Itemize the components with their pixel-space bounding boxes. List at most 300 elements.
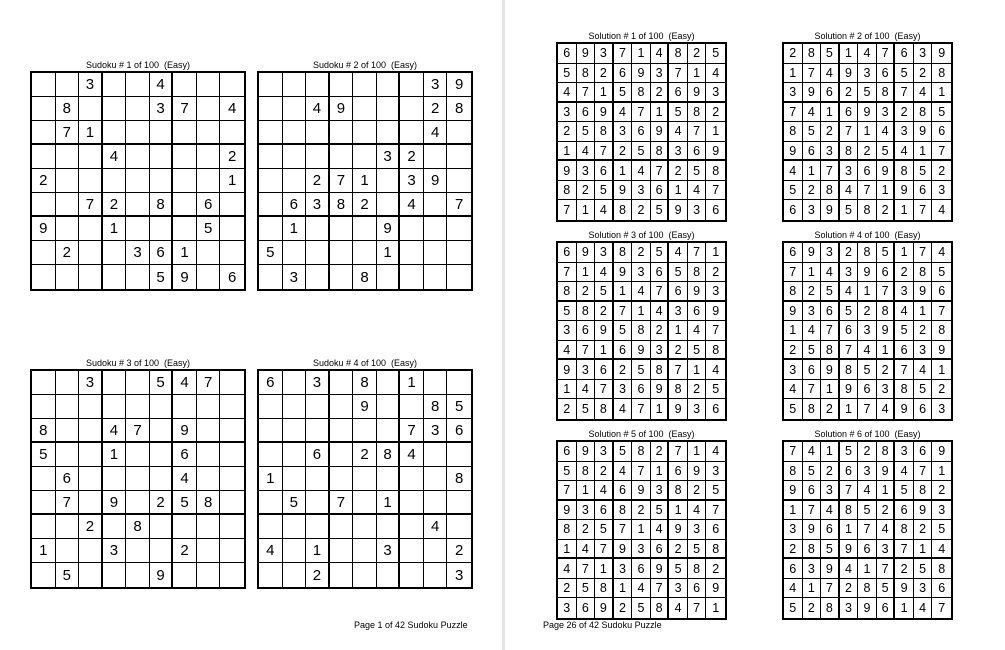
grid-cell: 4	[595, 200, 614, 220]
grid-cell: 9	[840, 380, 859, 400]
grid-cell: 8	[803, 540, 822, 560]
grid-cell: 8	[577, 462, 596, 482]
grid-cell: 2	[558, 122, 577, 142]
grid-cell: 7	[632, 462, 651, 482]
grid-cell: 3	[914, 44, 933, 64]
grid-cell: 1	[914, 540, 933, 560]
grid-cell	[79, 395, 103, 419]
grid-cell: 4	[632, 579, 651, 599]
grid-cell: 3	[632, 263, 651, 283]
grid-cell: 6	[669, 83, 688, 103]
grid-cell	[283, 169, 307, 193]
grid-cell: 7	[895, 360, 914, 380]
grid-cell: 8	[895, 161, 914, 181]
grid-cell: 1	[858, 282, 877, 302]
grid-cell: 4	[877, 520, 896, 540]
grid-cell: 1	[577, 481, 596, 501]
grid-cell: 9	[821, 559, 840, 579]
grid-cell	[32, 97, 56, 121]
grid-cell	[103, 265, 127, 289]
grid-cell: 3	[706, 83, 725, 103]
grid-cell: 9	[558, 161, 577, 181]
grid-cell: 7	[614, 302, 633, 322]
grid-cell: 9	[784, 142, 803, 162]
grid-cell: 2	[632, 243, 651, 263]
grid-cell: 6	[840, 462, 859, 482]
grid-cell: 7	[688, 122, 707, 142]
grid-cell	[259, 491, 283, 515]
grid-cell: 2	[669, 540, 688, 560]
grid-cell: 9	[353, 395, 377, 419]
grid-cell: 9	[447, 73, 471, 97]
grid-cell: 1	[614, 161, 633, 181]
grid-cell: 5	[632, 142, 651, 162]
grid-cell	[173, 395, 197, 419]
grid-cell: 5	[595, 520, 614, 540]
grid-cell: 9	[858, 103, 877, 123]
grid-cell: 7	[914, 200, 933, 220]
grid-cell	[377, 563, 401, 587]
grid-cell: 2	[577, 282, 596, 302]
grid-cell	[32, 563, 56, 587]
grid-cell: 6	[712, 402, 720, 417]
grid-cell: 1	[840, 44, 859, 64]
grid-cell	[126, 73, 150, 97]
grid-cell	[424, 539, 448, 563]
grid-cell: 9	[803, 243, 822, 263]
grid-cell: 9	[595, 598, 614, 618]
grid-cell: 5	[577, 122, 596, 142]
solution-2	[782, 30, 953, 222]
grid-cell	[306, 145, 330, 169]
grid-cell	[259, 515, 283, 539]
grid-cell: 7	[840, 122, 859, 142]
puzzle-page	[0, 0, 502, 650]
grid-cell: 1	[353, 169, 377, 193]
grid-cell: 4	[821, 263, 840, 283]
grid-cell: 4	[632, 161, 651, 181]
grid-cell: 3	[840, 263, 859, 283]
grid-cell: 7	[803, 501, 822, 521]
grid-cell: 1	[803, 161, 822, 181]
grid-cell: 2	[706, 263, 725, 283]
grid-cell: 9	[895, 579, 914, 599]
grid-cell: 2	[558, 579, 577, 599]
grid-cell: 8	[595, 579, 614, 599]
grid-cell: 6	[651, 540, 670, 560]
grid-cell: 9	[651, 559, 670, 579]
grid-cell	[126, 145, 150, 169]
grid-cell: 2	[688, 44, 707, 64]
grid-cell: 6	[821, 302, 840, 322]
grid-cell	[197, 97, 221, 121]
grid-cell: 3	[784, 83, 803, 103]
grid-cell: 4	[877, 122, 896, 142]
grid-cell	[424, 145, 448, 169]
grid-cell: 8	[614, 200, 633, 220]
grid-cell	[220, 217, 244, 241]
grid-cell	[400, 241, 424, 265]
grid-cell: 8	[56, 97, 80, 121]
grid-cell: 8	[895, 520, 914, 540]
grid-cell: 4	[632, 282, 651, 302]
grid-cell: 8	[558, 520, 577, 540]
solution-grid	[782, 241, 953, 421]
grid-cell: 2	[353, 443, 377, 467]
grid-cell	[79, 563, 103, 587]
grid-cell	[259, 419, 283, 443]
grid-cell: 6	[669, 462, 688, 482]
grid-cell	[283, 241, 307, 265]
grid-cell: 4	[669, 243, 688, 263]
grid-cell: 6	[877, 263, 896, 283]
grid-cell: 5	[706, 481, 725, 501]
grid-cell	[259, 145, 283, 169]
solution-title: Solution # 1 of 100 (Easy)	[588, 31, 695, 41]
grid-cell	[150, 539, 174, 563]
grid-cell	[79, 241, 103, 265]
grid-cell: 7	[577, 341, 596, 361]
grid-cell: 2	[353, 193, 377, 217]
grid-cell	[126, 121, 150, 145]
grid-cell: 6	[895, 501, 914, 521]
grid-cell: 9	[669, 200, 688, 220]
grid-cell: 4	[424, 121, 448, 145]
grid-cell: 2	[932, 380, 951, 400]
grid-cell: 3	[632, 540, 651, 560]
grid-cell: 3	[400, 169, 424, 193]
grid-cell	[197, 443, 221, 467]
puzzle-2	[257, 59, 473, 291]
grid-cell: 8	[651, 360, 670, 380]
grid-cell: 1	[558, 540, 577, 560]
grid-cell: 6	[632, 380, 651, 400]
grid-cell: 5	[577, 579, 596, 599]
grid-cell: 4	[577, 380, 596, 400]
grid-cell: 4	[651, 520, 670, 540]
grid-cell	[330, 217, 354, 241]
grid-cell: 9	[840, 64, 859, 84]
grid-cell	[150, 443, 174, 467]
grid-cell: 2	[840, 243, 859, 263]
grid-cell: 3	[577, 161, 596, 181]
grid-cell: 1	[377, 491, 401, 515]
grid-cell	[173, 169, 197, 193]
grid-cell: 2	[306, 169, 330, 193]
grid-cell: 7	[651, 579, 670, 599]
grid-cell: 7	[784, 103, 803, 123]
grid-cell: 7	[914, 462, 933, 482]
grid-cell: 1	[32, 539, 56, 563]
grid-cell: 7	[706, 501, 725, 521]
grid-cell: 4	[840, 282, 859, 302]
grid-cell: 9	[895, 399, 914, 419]
grid-cell	[283, 73, 307, 97]
grid-cell: 6	[56, 467, 80, 491]
grid-cell: 1	[932, 360, 951, 380]
grid-cell	[259, 73, 283, 97]
grid-cell: 8	[614, 501, 633, 521]
grid-cell: 5	[858, 83, 877, 103]
grid-cell: 2	[784, 540, 803, 560]
grid-cell: 5	[632, 598, 651, 618]
grid-cell	[259, 97, 283, 121]
grid-cell: 2	[400, 145, 424, 169]
grid-cell: 4	[669, 122, 688, 142]
grid-cell: 7	[840, 341, 859, 361]
grid-cell: 4	[784, 579, 803, 599]
grid-cell	[306, 121, 330, 145]
grid-cell: 7	[56, 491, 80, 515]
grid-cell: 6	[558, 44, 577, 64]
solution-grid	[782, 42, 953, 222]
grid-cell: 3	[306, 371, 330, 395]
grid-cell: 5	[840, 302, 859, 322]
grid-cell: 9	[150, 563, 174, 587]
grid-cell: 2	[306, 563, 330, 587]
grid-cell: 6	[840, 321, 859, 341]
grid-cell: 9	[840, 540, 859, 560]
grid-cell: 1	[877, 341, 896, 361]
grid-cell	[197, 121, 221, 145]
grid-cell: 3	[877, 540, 896, 560]
grid-cell	[400, 515, 424, 539]
grid-cell: 3	[577, 501, 596, 521]
grid-cell	[283, 97, 307, 121]
grid-cell: 2	[651, 321, 670, 341]
grid-cell: 9	[577, 442, 596, 462]
grid-cell: 3	[614, 559, 633, 579]
grid-cell	[220, 467, 244, 491]
grid-cell: 1	[784, 64, 803, 84]
grid-cell	[283, 539, 307, 563]
grid-cell	[79, 467, 103, 491]
grid-cell	[447, 491, 471, 515]
grid-cell: 1	[803, 579, 822, 599]
grid-cell: 8	[688, 559, 707, 579]
grid-cell	[330, 371, 354, 395]
grid-cell	[56, 73, 80, 97]
grid-cell	[126, 169, 150, 193]
grid-cell: 4	[858, 44, 877, 64]
grid-cell: 1	[377, 241, 401, 265]
grid-cell	[400, 395, 424, 419]
grid-cell: 2	[914, 520, 933, 540]
grid-cell	[353, 467, 377, 491]
grid-cell: 2	[424, 97, 448, 121]
grid-cell: 6	[306, 443, 330, 467]
grid-cell: 4	[614, 399, 633, 419]
grid-cell: 7	[784, 442, 803, 462]
grid-cell: 2	[614, 142, 633, 162]
grid-cell: 4	[895, 142, 914, 162]
grid-cell: 5	[651, 501, 670, 521]
grid-cell	[32, 241, 56, 265]
grid-cell: 5	[914, 380, 933, 400]
grid-cell: 7	[821, 161, 840, 181]
grid-cell: 7	[614, 44, 633, 64]
grid-cell: 1	[821, 103, 840, 123]
grid-cell: 3	[614, 380, 633, 400]
grid-cell: 3	[651, 341, 670, 361]
grid-cell: 8	[706, 540, 725, 560]
grid-cell: 3	[424, 419, 448, 443]
grid-cell: 9	[914, 122, 933, 142]
grid-cell: 8	[669, 44, 688, 64]
grid-cell: 5	[669, 103, 688, 123]
grid-cell	[79, 443, 103, 467]
grid-cell: 3	[821, 481, 840, 501]
grid-cell: 5	[914, 559, 933, 579]
grid-cell: 9	[784, 481, 803, 501]
grid-cell: 9	[595, 103, 614, 123]
grid-cell: 9	[688, 83, 707, 103]
solution-title: Solution # 5 of 100 (Easy)	[588, 429, 695, 439]
puzzle-1	[30, 59, 246, 291]
grid-cell: 4	[173, 371, 197, 395]
grid-cell: 9	[914, 282, 933, 302]
grid-cell: 5	[651, 200, 670, 220]
grid-cell: 4	[577, 142, 596, 162]
grid-cell	[306, 515, 330, 539]
grid-cell: 7	[79, 193, 103, 217]
grid-cell	[220, 491, 244, 515]
grid-cell: 6	[803, 481, 822, 501]
grid-cell	[330, 121, 354, 145]
grid-cell: 3	[858, 462, 877, 482]
grid-cell: 7	[330, 169, 354, 193]
grid-cell: 3	[688, 399, 707, 419]
grid-cell: 8	[821, 341, 840, 361]
solution-title: Solution # 3 of 100 (Easy)	[588, 230, 695, 240]
grid-cell	[353, 97, 377, 121]
grid-cell	[79, 97, 103, 121]
grid-cell	[353, 121, 377, 145]
grid-cell: 3	[938, 402, 946, 417]
grid-cell: 4	[400, 443, 424, 467]
grid-cell: 9	[688, 282, 707, 302]
grid-cell: 6	[712, 203, 720, 218]
grid-cell: 1	[595, 341, 614, 361]
grid-cell: 1	[220, 169, 244, 193]
grid-cell: 4	[706, 64, 725, 84]
grid-cell: 4	[400, 193, 424, 217]
grid-cell: 5	[259, 241, 283, 265]
grid-cell: 7	[858, 520, 877, 540]
grid-cell: 3	[306, 193, 330, 217]
grid-cell: 5	[558, 462, 577, 482]
grid-cell: 8	[150, 193, 174, 217]
grid-cell	[150, 395, 174, 419]
puzzle-title: Sudoku # 1 of 100 (Easy)	[85, 60, 191, 70]
grid-cell	[424, 265, 448, 289]
grid-cell: 1	[877, 181, 896, 201]
grid-cell	[103, 169, 127, 193]
grid-cell: 6	[228, 268, 237, 286]
grid-cell	[259, 563, 283, 587]
grid-cell: 6	[197, 193, 221, 217]
grid-cell: 4	[688, 181, 707, 201]
grid-cell	[150, 169, 174, 193]
grid-cell	[377, 419, 401, 443]
grid-cell	[56, 371, 80, 395]
grid-cell: 8	[632, 442, 651, 462]
grid-cell	[220, 443, 244, 467]
grid-cell	[400, 563, 424, 587]
grid-cell: 7	[558, 263, 577, 283]
grid-cell: 5	[840, 200, 859, 220]
grid-cell: 9	[669, 520, 688, 540]
grid-cell: 5	[784, 598, 803, 618]
grid-cell: 6	[914, 399, 933, 419]
grid-cell	[220, 121, 244, 145]
grid-cell: 5	[821, 282, 840, 302]
grid-cell: 3	[877, 103, 896, 123]
grid-cell: 3	[558, 598, 577, 618]
grid-cell: 9	[877, 161, 896, 181]
grid-cell: 8	[447, 97, 471, 121]
grid-cell	[126, 217, 150, 241]
grid-cell: 7	[706, 181, 725, 201]
grid-cell: 1	[803, 263, 822, 283]
grid-cell	[424, 443, 448, 467]
puzzle-grid	[257, 369, 473, 589]
grid-cell	[377, 169, 401, 193]
grid-cell: 1	[914, 302, 933, 322]
grid-cell: 4	[706, 360, 725, 380]
grid-cell: 3	[651, 481, 670, 501]
grid-cell: 8	[858, 200, 877, 220]
grid-cell: 4	[784, 161, 803, 181]
grid-cell: 6	[803, 142, 822, 162]
grid-cell	[330, 539, 354, 563]
grid-cell: 9	[651, 122, 670, 142]
grid-cell	[173, 145, 197, 169]
grid-cell: 4	[895, 302, 914, 322]
grid-cell	[424, 217, 448, 241]
grid-cell	[197, 467, 221, 491]
grid-cell: 4	[173, 467, 197, 491]
grid-cell: 2	[103, 193, 127, 217]
grid-cell: 6	[914, 181, 933, 201]
grid-cell: 6	[447, 419, 471, 443]
grid-cell: 7	[877, 44, 896, 64]
grid-cell: 3	[79, 371, 103, 395]
grid-cell: 2	[632, 501, 651, 521]
grid-cell: 3	[803, 302, 822, 322]
grid-cell: 8	[784, 282, 803, 302]
grid-cell	[447, 443, 471, 467]
solution-title: Solution # 4 of 100 (Easy)	[814, 230, 921, 240]
grid-cell: 5	[595, 181, 614, 201]
grid-cell: 3	[595, 44, 614, 64]
grid-cell: 9	[877, 462, 896, 482]
grid-cell: 6	[821, 83, 840, 103]
grid-cell: 3	[914, 579, 933, 599]
grid-cell: 6	[858, 380, 877, 400]
grid-cell: 7	[595, 142, 614, 162]
grid-cell: 1	[558, 142, 577, 162]
grid-cell	[150, 121, 174, 145]
grid-cell: 7	[688, 598, 707, 618]
grid-cell: 2	[803, 282, 822, 302]
grid-cell	[126, 467, 150, 491]
solution-5	[556, 428, 727, 620]
grid-cell: 7	[558, 200, 577, 220]
grid-cell: 4	[938, 203, 946, 218]
grid-cell	[126, 539, 150, 563]
solution-3	[556, 229, 727, 421]
